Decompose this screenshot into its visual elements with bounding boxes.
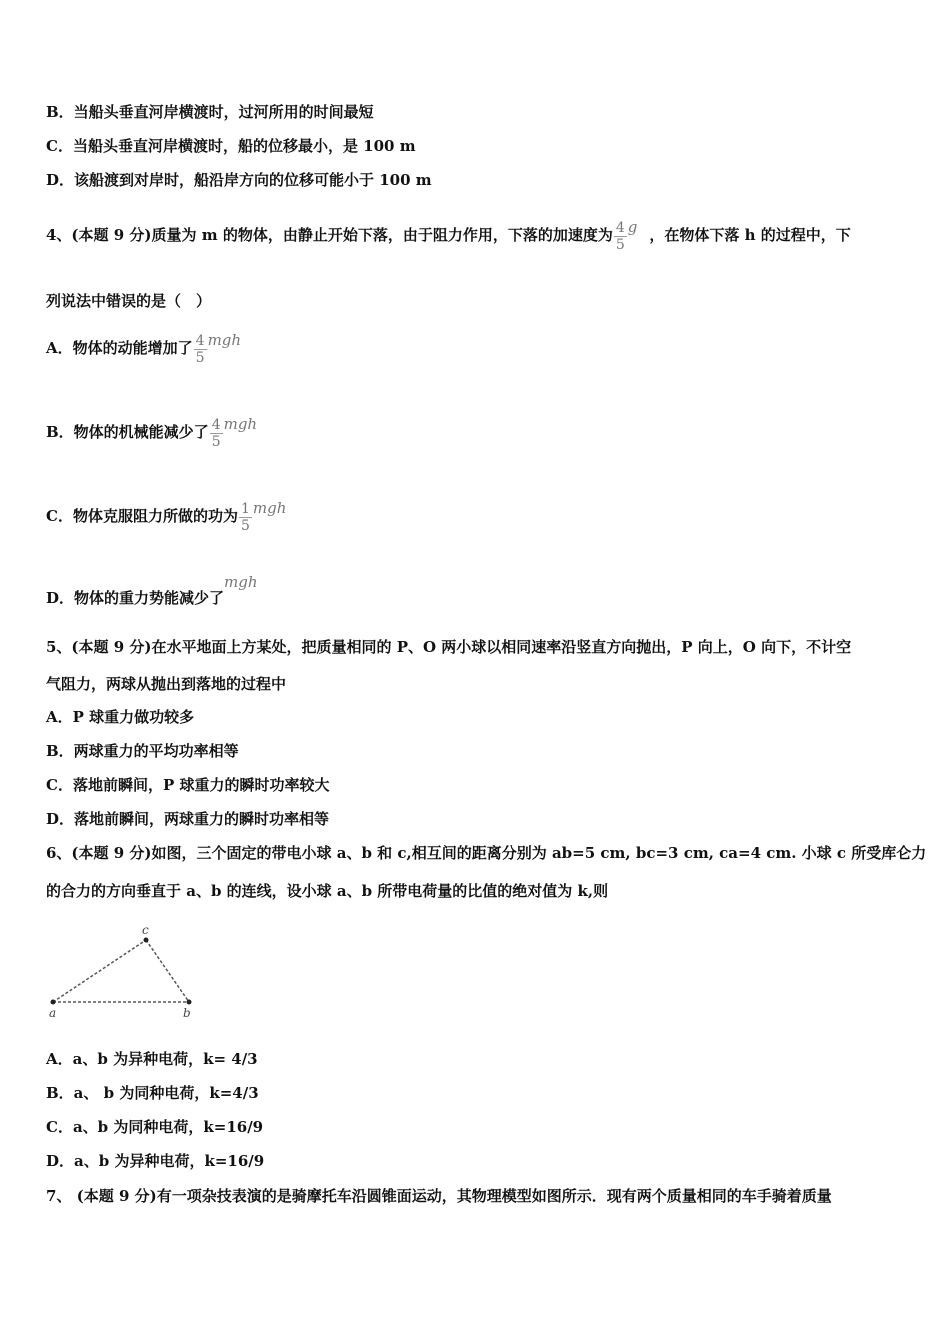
q5-option-a: A．P 球重力做功较多: [46, 708, 195, 726]
q4-stem-line2: 列说法中错误的是（ ）: [46, 292, 212, 310]
segment-ac: [53, 940, 146, 1002]
q5-option-c: C．落地前瞬间，P 球重力的瞬时功率较大: [46, 776, 330, 794]
q4-option-c: C．物体克服阻力所做的功为 $\frac{1}{5}$ mgh: [46, 499, 287, 534]
q6-option-b: B．a、 b 为同种电荷，k=4/3: [46, 1084, 259, 1102]
label-a: a: [49, 1006, 57, 1020]
ball-b: [187, 1000, 192, 1005]
ball-c: [144, 938, 149, 943]
q6-stem-line1: 6、(本题 9 分)如图，三个固定的带电小球 a、b 和 c,相互间的距离分别为 ab=5 cm, bc=3 cm, ca=4 cm. 小球 c 所受库仑力: [46, 844, 927, 862]
q6-triangle-figure: [44, 920, 204, 1022]
q6-option-d: D．a、b 为异种电荷，k=16/9: [46, 1152, 265, 1170]
q3-option-c: C．当船头垂直河岸横渡时，船的位移最小，是 100 m: [46, 137, 416, 155]
q4-accel-var: g: [627, 218, 638, 236]
label-c: c: [142, 923, 149, 937]
q5-stem-line1: 5、(本题 9 分)在水平地面上方某处，把质量相同的 P、O 两小球以相同速率沿竖直方向抛出，P 向上，O 向下，不计空: [46, 638, 852, 656]
q4-option-a: A．物体的动能增加了 $\frac{4}{5}$ mgh: [46, 331, 242, 366]
ball-a: [51, 1000, 56, 1005]
q4-accel-fraction: $\frac{4}{5}$: [615, 219, 625, 253]
q5-option-d: D．落地前瞬间，两球重力的瞬时功率相等: [46, 810, 330, 828]
q6-stem-line2: 的合力的方向垂直于 a、b 的连线，设小球 a、b 所带电荷量的比值的绝对值为 k,则: [46, 882, 609, 900]
q4-option-d: D．物体的重力势能减少了mgh: [46, 573, 258, 607]
q3-option-d: D．该船渡到对岸时，船沿岸方向的位移可能小于 100 m: [46, 171, 432, 189]
q4-stem-line1: [46, 213, 851, 257]
segment-bc: [146, 940, 189, 1002]
q6-option-a: A．a、b 为异种电荷，k= 4/3: [46, 1050, 258, 1068]
label-b: b: [183, 1006, 191, 1020]
q4-stem-part1: 4、(本题 9 分)质量为 m 的物体，由静止开始下落，由于阻力作用，下落的加速度为: [46, 226, 613, 244]
q4-option-b: B．物体的机械能减少了 $\frac{4}{5}$ mgh: [46, 415, 258, 450]
q7-stem-line1: 7、 (本题 9 分)有一项杂技表演的是骑摩托车沿圆锥面运动，其物理模型如图所示．现有两个质量相同的车手骑着质量: [46, 1187, 832, 1205]
q4-stem-part2: ，在物体下落 h 的过程中，下: [649, 226, 851, 244]
q3-option-b: B．当船头垂直河岸横渡时，过河所用的时间最短: [46, 103, 374, 121]
q5-stem-line2: 气阻力，两球从抛出到落地的过程中: [46, 675, 287, 693]
q5-option-b: B．两球重力的平均功率相等: [46, 742, 239, 760]
q6-option-c: C．a、b 为同种电荷，k=16/9: [46, 1118, 264, 1136]
